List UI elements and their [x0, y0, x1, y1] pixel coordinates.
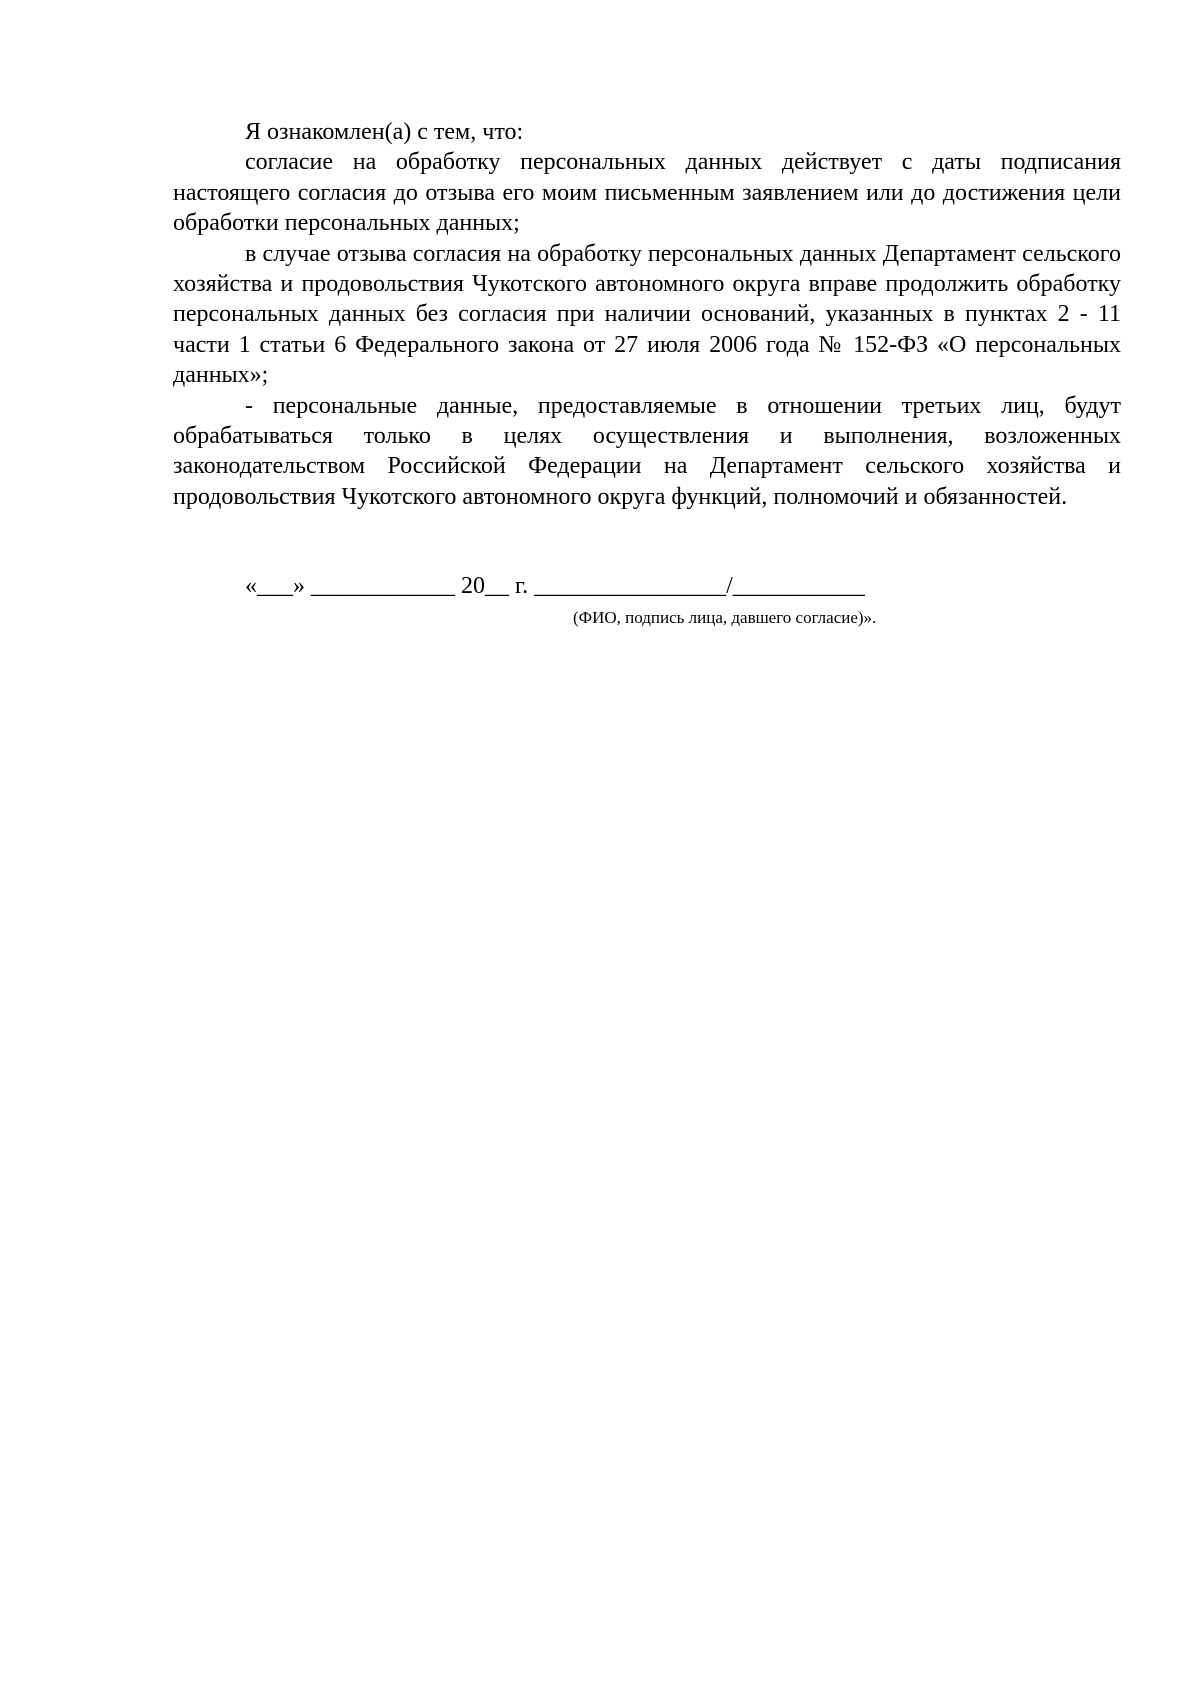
signature-caption: (ФИО, подпись лица, давшего согласие)».: [573, 608, 877, 627]
signature-date-line: «___» ____________ 20__ г. ________________/___________: [245, 573, 865, 599]
paragraph-consent-withdrawal: в случае отзыва согласия на обработку персональных данных Департамент сельского хозяйства и продовольствия Чукотского автономного округа вправе продолжить обработку персональных данных без согласия при наличии оснований, указанных в пунктах 2 - 11 части 1 статьи 6 Федерального закона от 27 июля 2006 года № 152-ФЗ «О персональных данных»;: [173, 240, 1121, 389]
paragraph-acknowledgement: Я ознакомлен(а) с тем, что:: [245, 119, 524, 145]
paragraph-consent-validity: согласие на обработку персональных данных действует с даты подписания настоящего согласия до отзыва его моим письменным заявлением или до достижения цели обработки персональных данных;: [173, 149, 1121, 237]
body-text: [173, 117, 1121, 512]
paragraph-third-parties: - персональные данные, предоставляемые в отношении третьих лиц, будут обрабатываться только в целях осуществления и выполнения, возложенных законодательством Российской Федерации на Департамент сельского хозяйства и продовольствия Чукотского автономного округа функций, полномочий и обязанностей.: [173, 392, 1121, 510]
